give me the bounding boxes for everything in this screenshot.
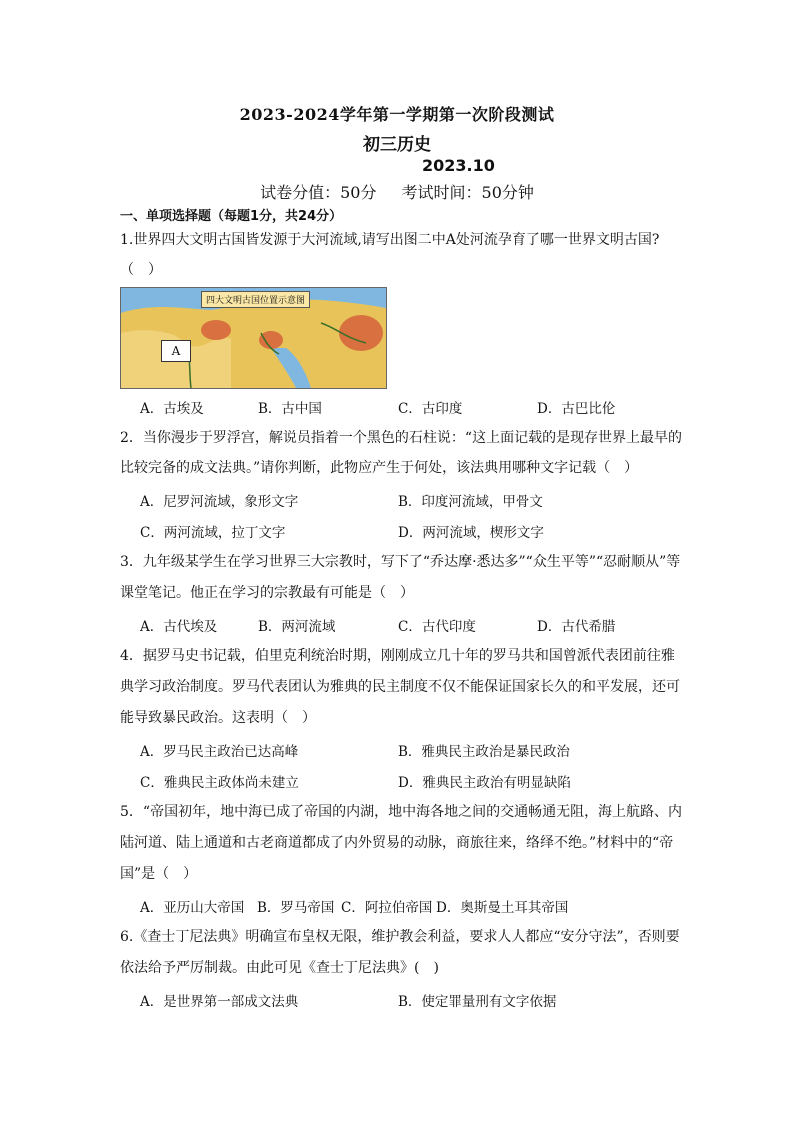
q1-option-c: C．古印度: [398, 401, 463, 417]
q6-option-b: B．使定罪量刑有文字依据: [398, 994, 557, 1010]
q5-option-c: C．阿拉伯帝国: [341, 900, 433, 916]
exam-date: 2023.10: [422, 156, 495, 175]
q5-line-1: 5．“帝国初年，地中海已成了帝国的内湖，地中海各地之间的交通畅通无阻，海上航路、内: [120, 804, 683, 820]
q2-option-b: B．印度河流域，甲骨文: [398, 494, 543, 510]
q3-option-d: D．古代希腊: [537, 619, 616, 635]
q5-line-3: 国”是（ ）: [120, 866, 198, 882]
q2-option-c: C．两河流域，拉丁文字: [140, 525, 286, 541]
q1-line-1: 1.世界四大文明古国皆发源于大河流域,请写出图二中A处河流孕育了哪一世界文明古国?: [120, 232, 660, 248]
q6-option-a: A．是世界第一部成文法典: [140, 994, 299, 1010]
q4-option-d: D．雅典民主政治有明显缺陷: [398, 775, 571, 791]
q1-option-b: B．古中国: [258, 401, 322, 417]
q3-line-2: 课堂笔记。他正在学习的宗教最有可能是（ ）: [120, 585, 414, 601]
q1-option-d: D．古巴比伦: [537, 401, 616, 417]
section-title: 一、单项选择题（每题1分，共24分）: [120, 209, 343, 224]
q2-option-d: D．两河流域，楔形文字: [398, 525, 544, 541]
exam-meta: [0, 180, 794, 203]
q4-line-1: 4．据罗马史书记载，伯里克利统治时期，刚刚成立几十年的罗马共和国曾派代表团前往雅: [120, 648, 675, 664]
q3-option-b: B．两河流域: [258, 619, 336, 635]
q6-line-1: 6.《查士丁尼法典》明确宣布皇权无限，维护教会利益，要求人人都应“安分守法”，否则要: [120, 929, 680, 945]
q4-option-c: C．雅典民主政体尚未建立: [140, 775, 299, 791]
q5-option-b: B．罗马帝国: [257, 900, 335, 916]
q1-option-a: A．古埃及: [140, 401, 204, 417]
q2-line-2: 比较完备的成文法典。”请你判断，此物应产生于何处，该法典用哪种文字记载（ ）: [120, 460, 639, 476]
q2-option-a: A．尼罗河流域，象形文字: [140, 494, 299, 510]
exam-title: 2023-2024学年第一学期第一次阶段测试: [239, 105, 555, 124]
q5-option-d: D．奥斯曼土耳其帝国: [436, 900, 569, 916]
q1-line-2: （ ）: [120, 262, 162, 278]
q2-line-1: 2．当你漫步于罗浮宫，解说员指着一个黑色的石柱说：“这上面记载的是现存世界上最早的: [120, 430, 683, 446]
time-label: 考试时间：50分钟: [401, 183, 534, 202]
q6-line-2: 依法给予严厉制裁。由此可见《查士丁尼法典》( ): [120, 960, 439, 976]
q4-line-3: 能导致暴民政治。这表明（ ）: [120, 710, 316, 726]
q3-option-c: C．古代印度: [398, 619, 476, 635]
map-marker-a: A: [161, 340, 191, 362]
q5-line-2: 陆河道、陆上通道和古老商道都成了内外贸易的动脉，商旅往来，络绎不绝。”材料中的“帝: [120, 835, 674, 851]
q3-line-1: 3．九年级某学生在学习世界三大宗教时，写下了“乔达摩·悉达多”“众生平等”“忍耐顺从”等: [120, 554, 681, 570]
q4-option-a: A．罗马民主政治已达高峰: [140, 744, 299, 760]
exam-subject: 初三历史: [363, 135, 431, 155]
civilizations-map: [120, 287, 387, 389]
map-title: 四大文明古国位置示意图: [201, 291, 310, 308]
q4-option-b: B．雅典民主政治是暴民政治: [398, 744, 570, 760]
q3-option-a: A．古代埃及: [140, 619, 218, 635]
q5-option-a: A．亚历山大帝国: [140, 900, 245, 916]
score-label: 试卷分值：50分: [260, 183, 377, 202]
q4-line-2: 典学习政治制度。罗马代表团认为雅典的民主制度不仅不能保证国家长久的和平发展，还可: [120, 679, 680, 695]
